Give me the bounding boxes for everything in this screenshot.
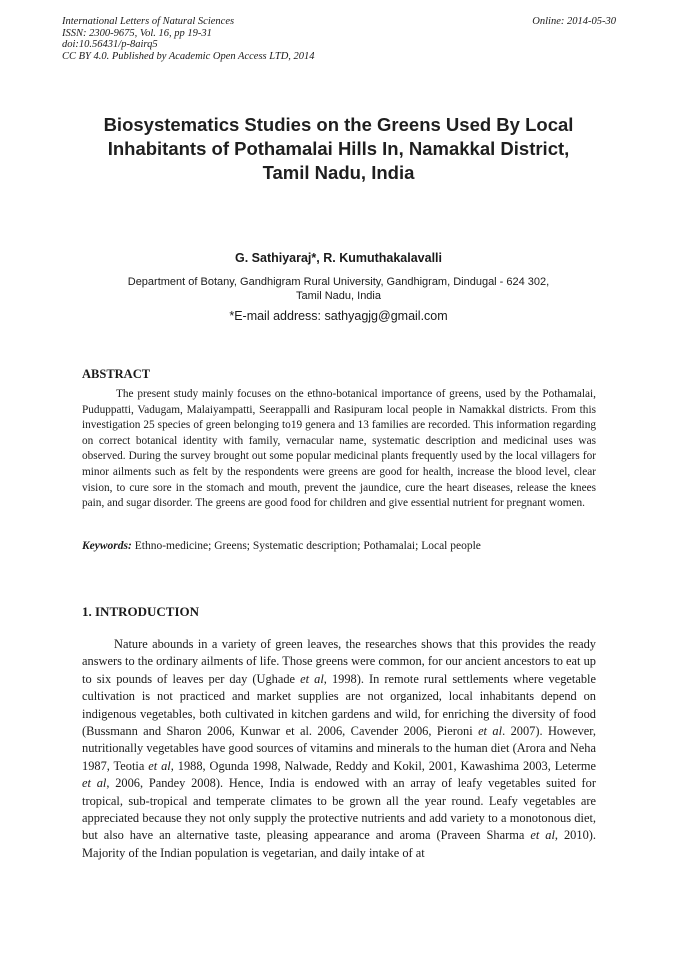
intro-text-1: Nature abounds in a variety of green leaves, the researches shows that this provides the ready answers to the ordinary ailments of life. Those greens were common, for our ancient ancestors to eat up to six pounds of leaves per day (Ughade: [82, 637, 596, 686]
introduction-paragraph: [82, 636, 596, 862]
issn-line: ISSN: 2300-9675, Vol. 16, pp 19-31: [62, 27, 212, 39]
email-address: *E-mail address: sathyagjg@gmail.com: [229, 309, 448, 323]
authors: G. Sathiyaraj*, R. Kumuthakalavalli: [234, 251, 443, 265]
et-al: et al: [148, 758, 171, 773]
intro-text-4: , 1988, Ogunda 1998, Nalwade, Reddy and Kokil, 2001, Kawashima 2003, Leterme: [170, 758, 597, 773]
intro-text-6: , 2010). Majority of the Indian population is vegetarian, and daily intake of at: [82, 828, 596, 860]
intro-text-5: , 2006, Pandey 2008). Hence, India is endowed with an array of leafy vegetables suited for tropical, sub-tropical and temperate climates to be grown all the year round. Leafy vegetables are appreciated because they not only supply the protective nutrients and add variety to a monotonous diet, but also have an alternative taste, pleasing appearance and aroma (Praveen Sharma: [82, 776, 596, 843]
doi-line: doi:10.56431/p-8airq5: [62, 39, 158, 50]
keywords-label: Keywords:: [82, 540, 132, 552]
et-al: et al: [82, 776, 107, 791]
license-line: CC BY 4.0. Published by Academic Open Access LTD, 2014: [62, 50, 315, 62]
journal-info: [62, 16, 315, 62]
keywords-text: Ethno-medicine; Greens; Systematic description; Pothamalai; Local people: [131, 540, 481, 552]
et-al: et al: [530, 828, 555, 843]
paper-title: Biosystematics Studies on the Greens Used By Local Inhabitants of Pothamalai Hills In, Namakkal District, Tamil Nadu, India: [103, 114, 574, 183]
affiliation: [82, 275, 595, 303]
affiliation-line-2: Tamil Nadu, India: [296, 290, 381, 302]
intro-text-2: , 1998). In remote rural settlements where vegetable cultivation is not practiced and market supplies are not organized, local inhabitants depend on indigenous vegetables, both cultivated in kitchen gardens and wild, for enriching the diversity of food (Bussmann and Sharon 2006, Kunwar et al. 2006, Cavender 2006, Pieroni: [82, 671, 596, 739]
online-date: Online: 2014-05-30: [532, 16, 616, 27]
abstract-heading: ABSTRACT: [82, 367, 151, 381]
et-al: et al: [300, 671, 324, 686]
abstract-text: The present study mainly focuses on the ethno-botanical importance of greens, used by the Pothamalai, Puduppatti, Vadugam, Malaiyampatti, Seerappalli and Rasipuram local people in Namakkal districts. From this investigation 25 species of green belonging to19 genera and 13 families are recorded. This information regarding on correct botanical identity with family, vernacular name, systematic description and medicinal uses was observed. During the survey brought out some popular medicinal plants frequently used by the local villagers for minor ailments such as felt by the respondents were greens are good for health, increase the blood level, clear vision, to cure sore in the stomach and mouth, prevent the jaundice, cure the heart diseases, release the knees pain, and sugar disorder. The greens are good food for children and give essential nutrient for pregnant women.: [82, 388, 596, 510]
intro-text-3: . 2007). However, nutritionally vegetables have good sources of vitamins and minerals to the human diet (Arora and Neha 1987, Teotia: [82, 724, 596, 773]
et-al: et al: [478, 724, 503, 739]
introduction-heading: 1. INTRODUCTION: [82, 604, 200, 619]
keywords: [82, 540, 596, 552]
affiliation-line-1: Department of Botany, Gandhigram Rural University, Gandhigram, Dindugal - 624 302,: [127, 276, 550, 288]
journal-name: International Letters of Natural Sciences: [62, 16, 235, 27]
